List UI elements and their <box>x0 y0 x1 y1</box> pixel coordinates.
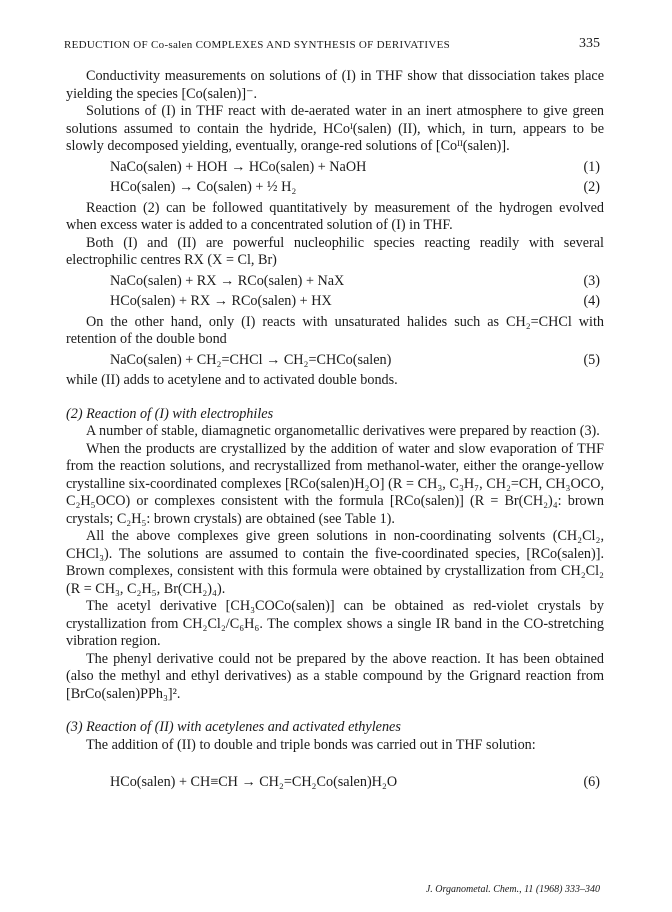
page-number: 335 <box>579 36 600 51</box>
paragraph-addition: The addition of (II) to double and triple bonds was carried out in THF solution: <box>86 736 536 753</box>
section-heading-3 <box>66 719 604 737</box>
paragraph-phenyl: The phenyl derivative could not be prepared by the above reaction. It has been obtained (also the methyl and ethyl derivatives) as a stable compound by the Grignard reaction from [BrCo(salen)PPh₃]². <box>66 650 604 702</box>
paragraph-acetylene: while (II) adds to acetylene and to activated double bonds. <box>66 372 398 388</box>
paragraph-nucleophilic: Both (I) and (II) are powerful nucleophilic species reacting readily with several electrophilic centres RX (X = Cl, Br) <box>66 234 604 268</box>
equation-number: (5) <box>583 351 600 368</box>
paragraph-hydride: Solutions of (I) in THF react with de-aerated water in an inert atmosphere to give green solutions assumed to contain the hydride, HCoᴵ(salen) (II), which, in turn, appears to be slowly decomposed yielding, eventually, orange-red solutions of [Coᴵᴵ(salen)]. <box>66 103 604 154</box>
paragraph-solutions: All the above complexes give green solutions in non-coordinating solvents (CH₂Cl₂, CHCl₃). The solutions are assumed to contain the five-coordinated species, [RCo(salen)]. Brown complexes, consistent with this formula were obtained by crystallization from CH₂Cl₂ (R = CH₃, C₂H₅, Br(CH₂)₄). <box>66 528 604 597</box>
paragraph-derivatives: A number of stable, diamagnetic organometallic derivatives were prepared by reaction (3). <box>86 423 600 439</box>
section-heading-2 <box>66 406 604 424</box>
equation-5 <box>66 352 604 370</box>
equation-text: NaCo(salen) + HOH → HCo(salen) + NaOH <box>110 158 367 175</box>
equation-number: (2) <box>583 179 600 195</box>
paragraph-crystallization: When the products are crystallized by the addition of water and slow evaporation of THF from the reaction solutions, and recrystallized from methanol-water, either the orange-yellow crystalline six-coordinated complexes [RCo(salen)H₂O] (R = CH₃, C₃H₇, CH₂=CH, CH₃OCO, C₂H₅OCO) or complexes consistent with the formula [RCo(salen)] (R = Br(CH₂)₄: brown crystals; C₂H₅: brown crystals) are obtained (see Table 1). <box>66 440 604 527</box>
equation-3 <box>66 273 604 291</box>
equation-number: (6) <box>583 774 600 790</box>
running-header <box>64 36 600 56</box>
paragraph-unsaturated: On the other hand, only (I) reacts with unsaturated halides such as CH₂=CHCl with retention of the double bond <box>66 313 604 347</box>
paragraph-acetyl: The acetyl derivative [CH₃COCo(salen)] can be obtained as red-violet crystals by crystallization from CH₂Cl₂/C₆H₆. The complex shows a single IR band in the CO-stretching vibration region. <box>66 598 604 649</box>
article-body <box>66 68 604 795</box>
equation-number: (4) <box>583 293 600 309</box>
equation-4 <box>66 293 604 311</box>
equation-1 <box>66 159 604 177</box>
equation-text: HCo(salen) + CH≡CH → CH₂=CH₂Co(salen)H₂O <box>110 774 398 790</box>
equation-number: (1) <box>583 158 600 175</box>
running-title: REDUCTION OF Co-salen COMPLEXES AND SYNTHESIS OF DERIVATIVES <box>64 39 451 51</box>
equation-6 <box>66 774 604 792</box>
paragraph-conductivity: Conductivity measurements on solutions of (I) in THF show that dissociation takes place yielding the species [Co(salen)]⁻. <box>66 68 604 102</box>
equation-2 <box>66 179 604 197</box>
paragraph-hydrogen: Reaction (2) can be followed quantitatively by measurement of the hydrogen evolved when excess water is added to a concentrated solution of (I) in THF. <box>66 199 604 233</box>
equation-number: (3) <box>583 272 600 289</box>
equation-text: HCo(salen) + RX → RCo(salen) + HX <box>110 293 332 309</box>
equation-text: NaCo(salen) + CH₂=CHCl → CH₂=CHCo(salen) <box>110 351 392 368</box>
journal-citation: J. Organometal. Chem., 11 (1968) 333–340 <box>425 884 600 895</box>
equation-text: NaCo(salen) + RX → RCo(salen) + NaX <box>110 272 345 289</box>
section-heading-text: (2) Reaction of (I) with electrophiles <box>66 405 274 422</box>
equation-text: HCo(salen) → Co(salen) + ½ H₂ <box>110 179 297 195</box>
section-heading-text: (3) Reaction of (II) with acetylenes and activated ethylenes <box>66 719 401 735</box>
